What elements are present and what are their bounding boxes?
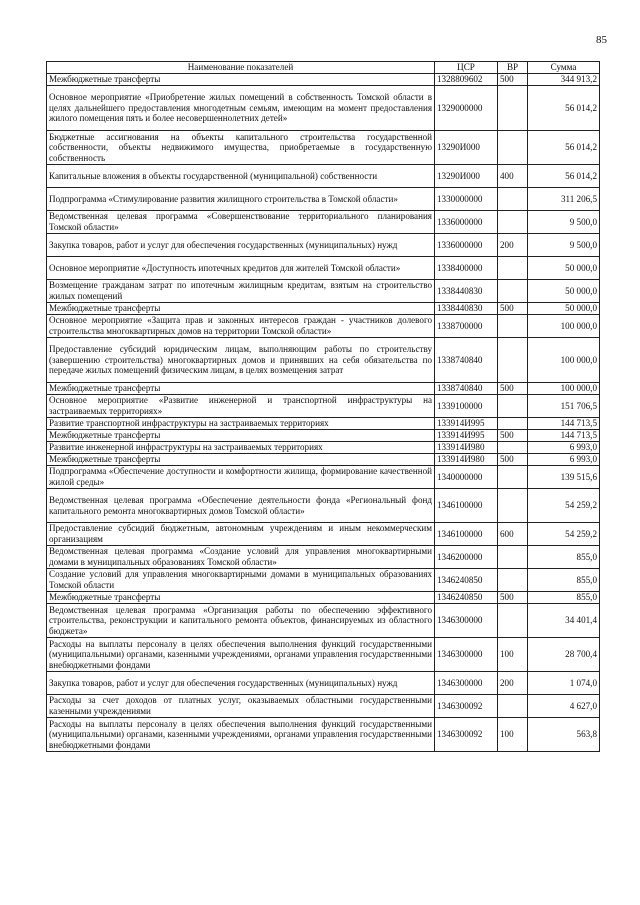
row-sum-cell: 100 000,0: [528, 338, 600, 383]
row-csr-cell: 1338440830: [435, 280, 498, 303]
table-row: [47, 489, 600, 523]
table-row: [47, 466, 600, 489]
row-vr-cell: [498, 466, 528, 489]
row-vr-cell: [498, 131, 528, 165]
row-csr-cell: 1336000000: [435, 211, 498, 234]
row-vr-cell: 500: [498, 74, 528, 86]
row-csr-cell: 1338440830: [435, 303, 498, 315]
row-sum-cell: 6 993,0: [528, 442, 600, 454]
row-vr-cell: 500: [498, 430, 528, 442]
table-row: [47, 718, 600, 752]
row-vr-cell: [498, 211, 528, 234]
row-sum-cell: 139 515,6: [528, 466, 600, 489]
row-csr-cell: 1340000000: [435, 466, 498, 489]
row-name-cell: Закупка товаров, работ и услуг для обеспечения государственных (муниципальных) нужд: [47, 234, 435, 257]
row-name-cell: Закупка товаров, работ и услуг для обеспечения государственных (муниципальных) нужд: [47, 672, 435, 695]
table-row: [47, 395, 600, 418]
row-vr-cell: [498, 315, 528, 338]
row-vr-cell: [498, 395, 528, 418]
row-sum-cell: 34 401,4: [528, 604, 600, 638]
table-row: [47, 454, 600, 466]
row-csr-cell: 1336000000: [435, 234, 498, 257]
row-csr-cell: 1338700000: [435, 315, 498, 338]
table-row: [47, 383, 600, 395]
row-name-cell: Ведомственная целевая программа «Обеспечение деятельности фонда «Региональный фонд капитального ремонта многоквартирных домов Томской области»: [47, 489, 435, 523]
row-csr-cell: 133914И980: [435, 442, 498, 454]
row-sum-cell: 151 706,5: [528, 395, 600, 418]
row-vr-cell: [498, 418, 528, 430]
row-csr-cell: 1346300000: [435, 672, 498, 695]
row-vr-cell: 100: [498, 638, 528, 672]
row-name-cell: Развитие инженерной инфраструктуры на застраиваемых территориях: [47, 442, 435, 454]
row-csr-cell: 1346100000: [435, 523, 498, 546]
row-csr-cell: 1346300000: [435, 638, 498, 672]
row-name-cell: Расходы на выплаты персоналу в целях обеспечения выполнения функций государственными (муниципальными) органами, казенными учреждениями, органами управления государственными внебюджетными фондами: [47, 638, 435, 672]
row-csr-cell: 1339100000: [435, 395, 498, 418]
row-vr-cell: [498, 695, 528, 718]
row-name-cell: Капитальные вложения в объекты государственной (муниципальной) собственности: [47, 165, 435, 188]
row-vr-cell: [498, 604, 528, 638]
row-name-cell: Возмещение гражданам затрат по ипотечным жилищным кредитам, взятым на строительство жилых помещений: [47, 280, 435, 303]
row-sum-cell: 28 700,4: [528, 638, 600, 672]
row-sum-cell: 9 500,0: [528, 211, 600, 234]
row-sum-cell: 56 014,2: [528, 131, 600, 165]
row-csr-cell: 1346300092: [435, 718, 498, 752]
row-sum-cell: 855,0: [528, 569, 600, 592]
row-name-cell: Основное мероприятие «Приобретение жилых помещений в собственность Томской области в целях дальнейшего предоставления многодетным семьям, имеющим на момент предоставления жилого помещения пять и более несовершеннолетних детей»: [47, 86, 435, 131]
table-row: [47, 672, 600, 695]
table-row: [47, 418, 600, 430]
row-csr-cell: 13290И000: [435, 131, 498, 165]
row-name-cell: Основное мероприятие «Развитие инженерной и транспортной инфраструктуры на застраиваемых территориях»: [47, 395, 435, 418]
table-row: [47, 165, 600, 188]
row-csr-cell: 13290И000: [435, 165, 498, 188]
table-row: [47, 638, 600, 672]
row-name-cell: Межбюджетные трансферты: [47, 303, 435, 315]
row-csr-cell: 1346300000: [435, 604, 498, 638]
row-csr-cell: 133914И995: [435, 418, 498, 430]
row-name-cell: Межбюджетные трансферты: [47, 430, 435, 442]
row-vr-cell: [498, 257, 528, 280]
row-sum-cell: 100 000,0: [528, 315, 600, 338]
table-row: [47, 211, 600, 234]
row-sum-cell: 9 500,0: [528, 234, 600, 257]
row-csr-cell: 1330000000: [435, 188, 498, 211]
table-header-row: [47, 62, 600, 74]
table-row: [47, 234, 600, 257]
row-sum-cell: 344 913,2: [528, 74, 600, 86]
table-row: [47, 546, 600, 569]
row-name-cell: Предоставление субсидий бюджетным, автономным учреждениям и иным некоммерческим организациям: [47, 523, 435, 546]
row-sum-cell: 563,8: [528, 718, 600, 752]
row-sum-cell: 100 000,0: [528, 383, 600, 395]
row-sum-cell: 56 014,2: [528, 165, 600, 188]
row-name-cell: Межбюджетные трансферты: [47, 592, 435, 604]
row-csr-cell: 1338740840: [435, 338, 498, 383]
budget-table: [46, 61, 600, 752]
row-sum-cell: 855,0: [528, 546, 600, 569]
table-row: [47, 569, 600, 592]
row-vr-cell: [498, 546, 528, 569]
row-name-cell: Создание условий для управления многоквартирными домами в муниципальных образованиях Томской области: [47, 569, 435, 592]
row-sum-cell: 54 259,2: [528, 523, 600, 546]
table-row: [47, 430, 600, 442]
table-row: [47, 315, 600, 338]
table-row: [47, 131, 600, 165]
table-row: [47, 188, 600, 211]
row-sum-cell: 855,0: [528, 592, 600, 604]
table-row: [47, 86, 600, 131]
row-csr-cell: 1346240850: [435, 569, 498, 592]
row-sum-cell: 6 993,0: [528, 454, 600, 466]
row-sum-cell: 144 713,5: [528, 418, 600, 430]
row-csr-cell: 1346240850: [435, 592, 498, 604]
row-csr-cell: 1346300092: [435, 695, 498, 718]
row-vr-cell: [498, 188, 528, 211]
row-csr-cell: 133914И995: [435, 430, 498, 442]
row-name-cell: Развитие транспортной инфраструктуры на застраиваемых территориях: [47, 418, 435, 430]
row-name-cell: Ведомственная целевая программа «Создание условий для управления многоквартирными домами в муниципальных образованиях Томской области»: [47, 546, 435, 569]
row-vr-cell: [498, 280, 528, 303]
row-vr-cell: [498, 338, 528, 383]
row-sum-cell: 54 259,2: [528, 489, 600, 523]
header-csr: ЦСР: [435, 62, 498, 74]
row-vr-cell: 500: [498, 592, 528, 604]
row-name-cell: Ведомственная целевая программа «Совершенствование территориального планирования Томской области»: [47, 211, 435, 234]
row-csr-cell: 1338740840: [435, 383, 498, 395]
row-sum-cell: 50 000,0: [528, 257, 600, 280]
row-vr-cell: 400: [498, 165, 528, 188]
row-vr-cell: 100: [498, 718, 528, 752]
header-vr: ВР: [498, 62, 528, 74]
row-name-cell: Межбюджетные трансферты: [47, 454, 435, 466]
row-name-cell: Ведомственная целевая программа «Организация работы по обеспечению эффективного строительства, реконструкции и капитального ремонта объектов, финансируемых из областного бюджета»: [47, 604, 435, 638]
row-name-cell: Предоставление субсидий юридическим лицам, выполняющим работы по строительству (завершению строительства) многоквартирных домов и принявших на себя обязательства по передаче жилых помещений физическим лицам, в целях возмещения затрат: [47, 338, 435, 383]
table-row: [47, 592, 600, 604]
row-csr-cell: 1328809602: [435, 74, 498, 86]
row-csr-cell: 1346200000: [435, 546, 498, 569]
row-csr-cell: 133914И980: [435, 454, 498, 466]
row-vr-cell: 200: [498, 672, 528, 695]
page-number: 85: [596, 34, 607, 46]
row-name-cell: Подпрограмма «Обеспечение доступности и комфортности жилища, формирование качественной жилой среды»: [47, 466, 435, 489]
row-vr-cell: 500: [498, 303, 528, 315]
row-csr-cell: 1338400000: [435, 257, 498, 280]
row-name-cell: Межбюджетные трансферты: [47, 383, 435, 395]
row-name-cell: Основное мероприятие «Доступность ипотечных кредитов для жителей Томской области»: [47, 257, 435, 280]
row-vr-cell: [498, 489, 528, 523]
table-row: [47, 74, 600, 86]
row-csr-cell: 1346100000: [435, 489, 498, 523]
table-row: [47, 523, 600, 546]
row-sum-cell: 144 713,5: [528, 430, 600, 442]
row-vr-cell: [498, 86, 528, 131]
row-vr-cell: [498, 442, 528, 454]
row-name-cell: Подпрограмма «Стимулирование развития жилищного строительства в Томской области»: [47, 188, 435, 211]
table-row: [47, 257, 600, 280]
row-name-cell: Расходы на выплаты персоналу в целях обеспечения выполнения функций государственными (муниципальными) органами, казенными учреждениями, органами управления государственными внебюджетными фондами: [47, 718, 435, 752]
row-name-cell: Расходы за счет доходов от платных услуг, оказываемых областными государственными казенными учреждениями: [47, 695, 435, 718]
row-sum-cell: 56 014,2: [528, 86, 600, 131]
table-body: [47, 74, 600, 752]
table-row: [47, 442, 600, 454]
row-sum-cell: 4 627,0: [528, 695, 600, 718]
row-vr-cell: 500: [498, 383, 528, 395]
row-vr-cell: [498, 569, 528, 592]
row-name-cell: Основное мероприятие «Защита прав и законных интересов граждан - участников долевого строительства многоквартирных домов на территории Томской области»: [47, 315, 435, 338]
row-vr-cell: 600: [498, 523, 528, 546]
header-sum: Сумма: [528, 62, 600, 74]
row-name-cell: Межбюджетные трансферты: [47, 74, 435, 86]
row-name-cell: Бюджетные ассигнования на объекты капитального строительства государственной собственности, объекты недвижимого имущества, приобретаемые в государственную собственность: [47, 131, 435, 165]
header-name: Наименование показателей: [47, 62, 435, 74]
table-row: [47, 695, 600, 718]
row-sum-cell: 311 206,5: [528, 188, 600, 211]
row-sum-cell: 50 000,0: [528, 280, 600, 303]
row-vr-cell: 500: [498, 454, 528, 466]
table-row: [47, 303, 600, 315]
row-sum-cell: 1 074,0: [528, 672, 600, 695]
row-vr-cell: 200: [498, 234, 528, 257]
row-sum-cell: 50 000,0: [528, 303, 600, 315]
table-row: [47, 280, 600, 303]
table-row: [47, 338, 600, 383]
row-csr-cell: 1329000000: [435, 86, 498, 131]
table-row: [47, 604, 600, 638]
